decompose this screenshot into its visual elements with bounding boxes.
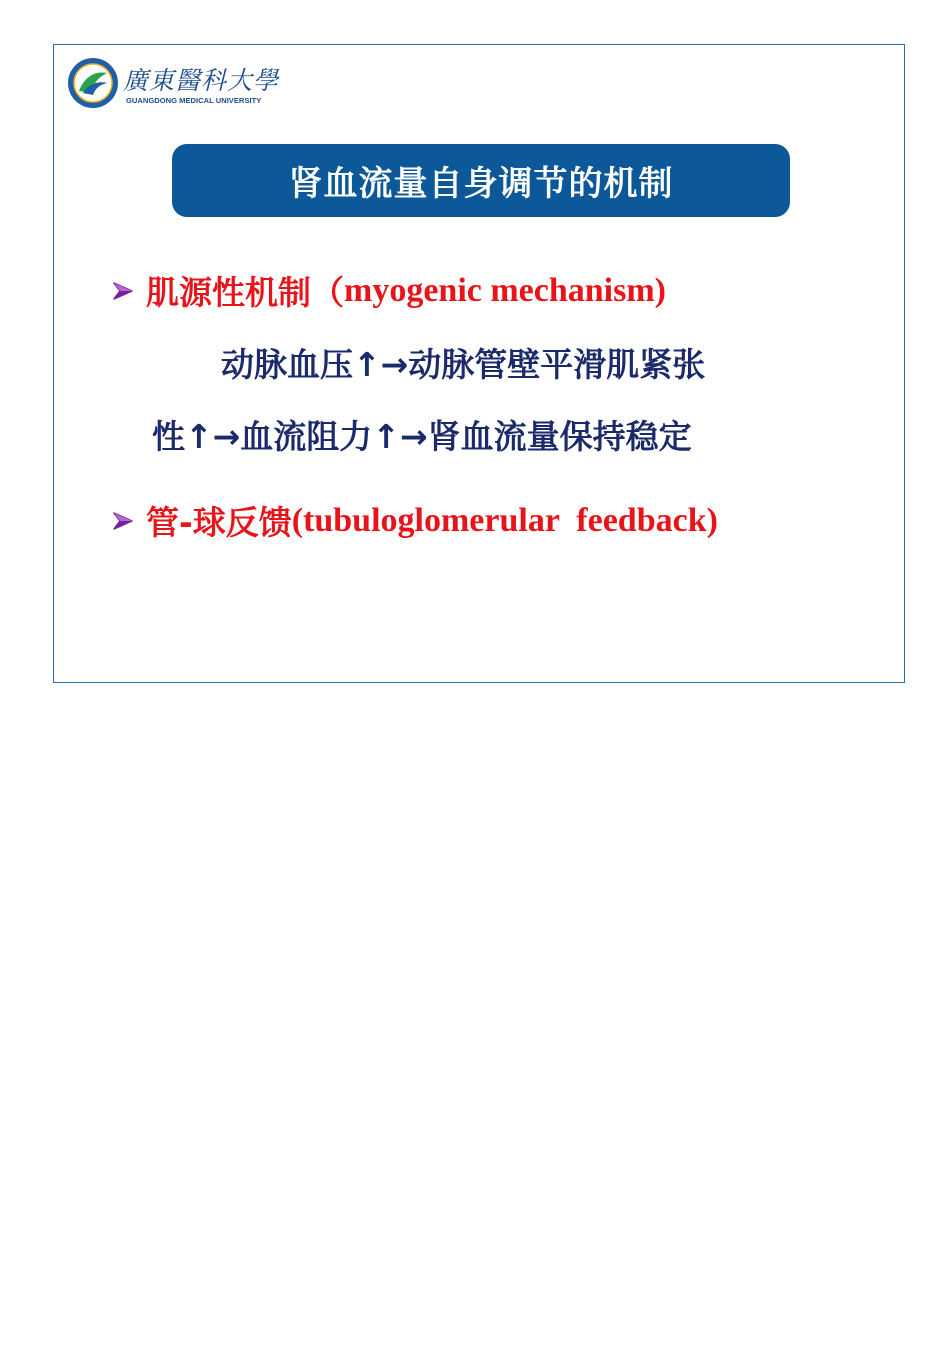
bullet-tubuloglomerular bbox=[112, 497, 718, 544]
bullet-myogenic bbox=[112, 267, 666, 314]
logo-name-chinese: 廣東醫科大學 bbox=[123, 66, 280, 95]
body-line-2: 性↑→血流阻力↑→肾血流量保持稳定 bbox=[152, 417, 692, 456]
bullet-arrow-icon bbox=[112, 280, 134, 302]
university-emblem-icon bbox=[67, 57, 119, 109]
logo-name-english: GUANGDONG MEDICAL UNIVERSITY bbox=[126, 96, 262, 105]
bullet-label-cn: 管-球反馈 bbox=[146, 503, 292, 542]
bullet-label-en: myogenic mechanism) bbox=[344, 271, 667, 309]
bullet-label-cn: 肌源性机制（ bbox=[146, 273, 344, 312]
slide bbox=[53, 44, 905, 683]
bullet-arrow-icon bbox=[112, 510, 134, 532]
bullet-label-en: (tubuloglomerular feedback) bbox=[291, 501, 718, 539]
university-logo bbox=[67, 57, 302, 113]
body-line-1: 动脉血压↑→动脉管壁平滑肌紧张 bbox=[221, 345, 706, 384]
slide-title: 肾血流量自身调节的机制 bbox=[172, 144, 790, 217]
